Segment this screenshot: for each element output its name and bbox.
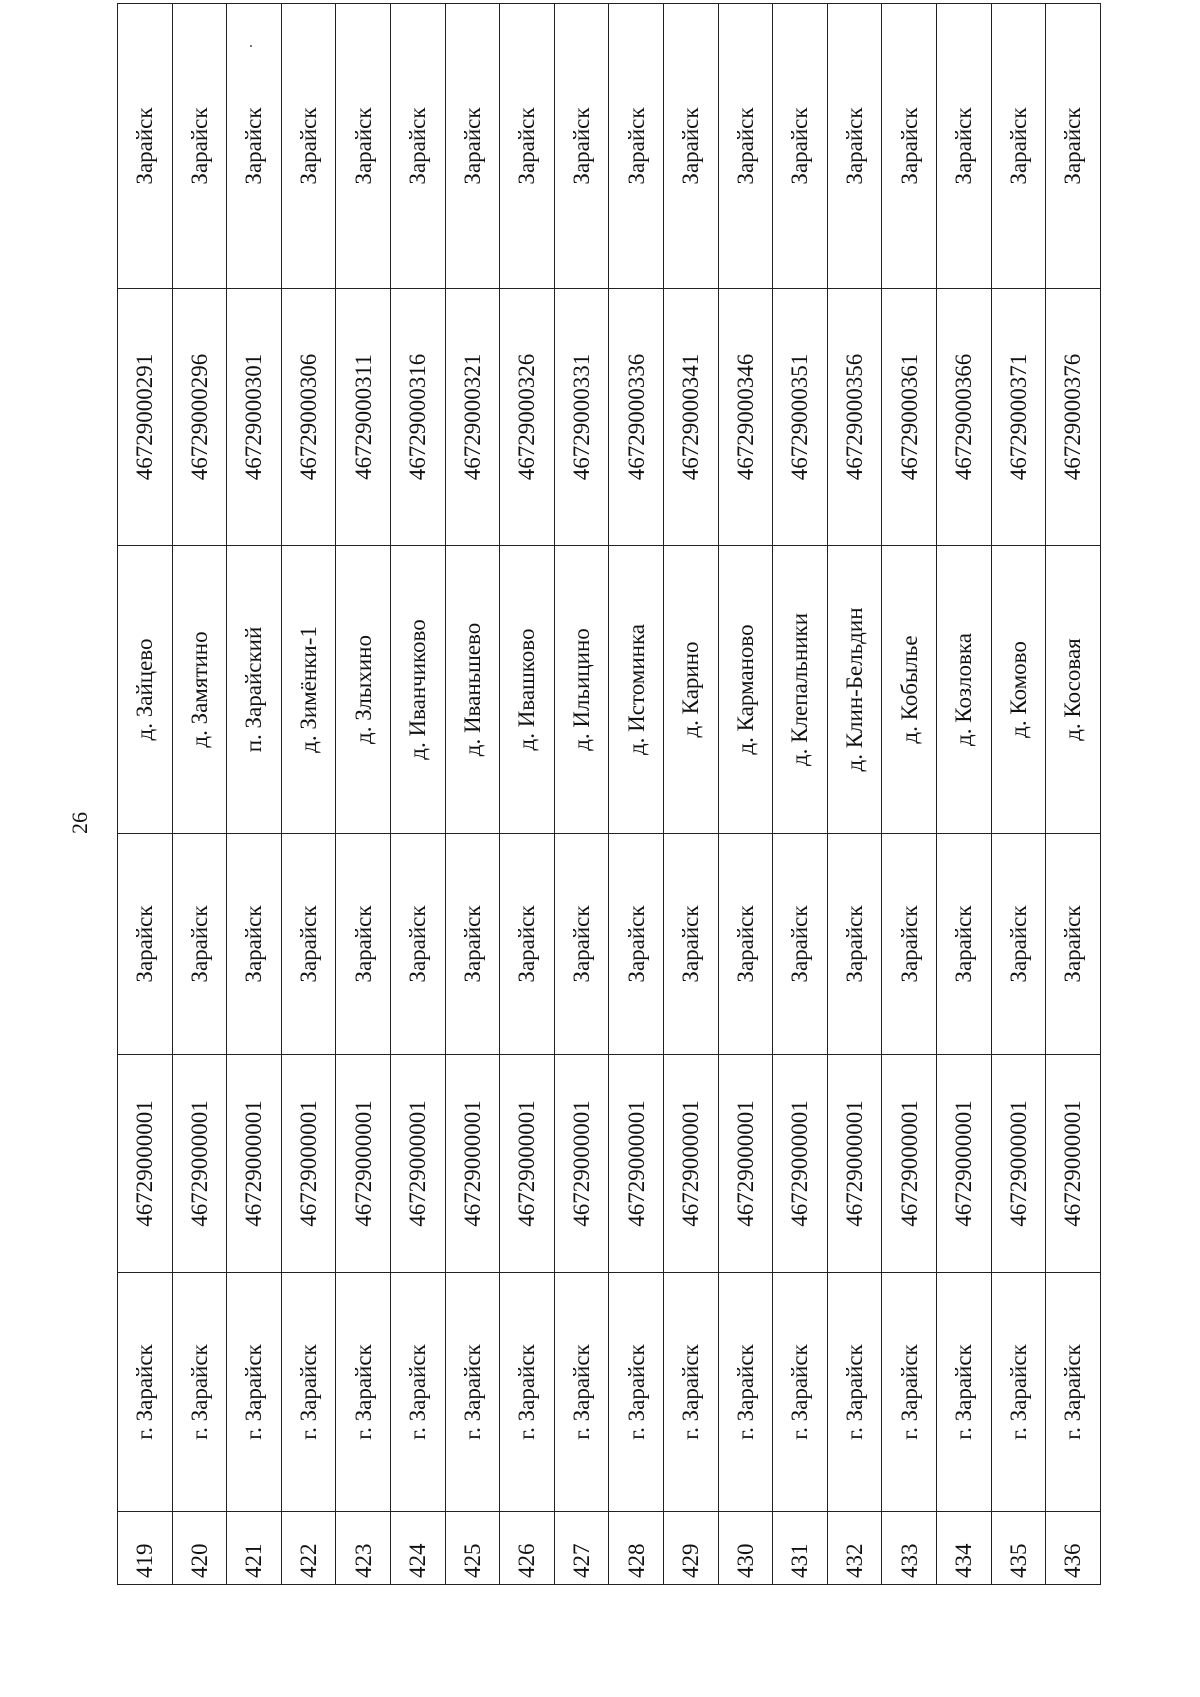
row-number-cell: 432 bbox=[827, 1512, 882, 1585]
settlement-municipality-cell: Зарайск bbox=[773, 4, 828, 289]
row-number-cell: 421 bbox=[227, 1512, 282, 1585]
table-row bbox=[390, 4, 445, 1585]
settlement-cell: д. Карино bbox=[663, 546, 718, 834]
city-cell: г. Зарайск bbox=[991, 1273, 1046, 1512]
table-row bbox=[882, 4, 937, 1585]
oktmo-cell: 46729000001 bbox=[554, 1055, 609, 1273]
oktmo-cell: 46729000001 bbox=[390, 1055, 445, 1273]
table-row bbox=[118, 4, 173, 1585]
oktmo-cell: 46729000001 bbox=[827, 1055, 882, 1273]
settlement-cell: д. Зимёнки-1 bbox=[281, 546, 336, 834]
row-number-cell: 430 bbox=[718, 1512, 773, 1585]
municipality-cell: Зарайск bbox=[390, 834, 445, 1055]
settlement-cell: д. Козловка bbox=[936, 546, 991, 834]
municipality-cell: Зарайск bbox=[118, 834, 173, 1055]
table-row bbox=[609, 4, 664, 1585]
row-number-cell: 428 bbox=[609, 1512, 664, 1585]
row-number-cell: 427 bbox=[554, 1512, 609, 1585]
municipality-cell: Зарайск bbox=[609, 834, 664, 1055]
settlement-oktmo-cell: 46729000326 bbox=[500, 289, 555, 546]
table-row bbox=[445, 4, 500, 1585]
settlement-municipality-cell: Зарайск bbox=[227, 4, 282, 289]
oktmo-cell: 46729000001 bbox=[991, 1055, 1046, 1273]
settlement-municipality-cell: Зарайск bbox=[390, 4, 445, 289]
municipality-cell: Зарайск bbox=[882, 834, 937, 1055]
oktmo-cell: 46729000001 bbox=[445, 1055, 500, 1273]
settlement-oktmo-cell: 46729000356 bbox=[827, 289, 882, 546]
row-number-cell: 436 bbox=[1046, 1512, 1101, 1585]
table-row bbox=[554, 4, 609, 1585]
city-cell: г. Зарайск bbox=[827, 1273, 882, 1512]
oktmo-cell: 46729000001 bbox=[1046, 1055, 1101, 1273]
settlement-cell: д. Ильицино bbox=[554, 546, 609, 834]
settlement-cell: д. Иваньшево bbox=[445, 546, 500, 834]
settlement-municipality-cell: Зарайск bbox=[445, 4, 500, 289]
settlement-cell: д. Иванчиково bbox=[390, 546, 445, 834]
settlement-municipality-cell: Зарайск bbox=[500, 4, 555, 289]
city-cell: г. Зарайск bbox=[172, 1273, 227, 1512]
settlement-cell: д. Клепальники bbox=[773, 546, 828, 834]
row-number-cell: 423 bbox=[336, 1512, 391, 1585]
row-number-cell: 419 bbox=[118, 1512, 173, 1585]
row-number-cell: 426 bbox=[500, 1512, 555, 1585]
municipality-cell: Зарайск bbox=[718, 834, 773, 1055]
municipality-cell: Зарайск bbox=[281, 834, 336, 1055]
settlement-municipality-cell: Зарайск bbox=[172, 4, 227, 289]
municipality-cell: Зарайск bbox=[827, 834, 882, 1055]
settlement-oktmo-cell: 46729000346 bbox=[718, 289, 773, 546]
settlement-oktmo-cell: 46729000306 bbox=[281, 289, 336, 546]
settlement-municipality-cell: Зарайск bbox=[1046, 4, 1101, 289]
settlement-cell: д. Комово bbox=[991, 546, 1046, 834]
oktmo-cell: 46729000001 bbox=[609, 1055, 664, 1273]
settlement-municipality-cell: Зарайск bbox=[118, 4, 173, 289]
settlement-cell: д. Ивашково bbox=[500, 546, 555, 834]
city-cell: г. Зарайск bbox=[882, 1273, 937, 1512]
table-row bbox=[773, 4, 828, 1585]
municipality-cell: Зарайск bbox=[445, 834, 500, 1055]
row-number-cell: 425 bbox=[445, 1512, 500, 1585]
settlement-oktmo-cell: 46729000376 bbox=[1046, 289, 1101, 546]
settlement-oktmo-cell: 46729000291 bbox=[118, 289, 173, 546]
oktmo-cell: 46729000001 bbox=[718, 1055, 773, 1273]
city-cell: г. Зарайск bbox=[390, 1273, 445, 1512]
settlement-cell: д. Клин-Бельдин bbox=[827, 546, 882, 834]
table-row bbox=[663, 4, 718, 1585]
municipality-cell: Зарайск bbox=[1046, 834, 1101, 1055]
oktmo-cell: 46729000001 bbox=[773, 1055, 828, 1273]
table-row bbox=[936, 4, 991, 1585]
settlement-cell: д. Кобылье bbox=[882, 546, 937, 834]
settlement-oktmo-cell: 46729000361 bbox=[882, 289, 937, 546]
settlement-cell: д. Карманово bbox=[718, 546, 773, 834]
settlement-oktmo-cell: 46729000311 bbox=[336, 289, 391, 546]
city-cell: г. Зарайск bbox=[718, 1273, 773, 1512]
table-row bbox=[172, 4, 227, 1585]
table-row bbox=[991, 4, 1046, 1585]
page-number: 26 bbox=[67, 812, 92, 834]
settlement-oktmo-cell: 46729000301 bbox=[227, 289, 282, 546]
table-row bbox=[827, 4, 882, 1585]
city-cell: г. Зарайск bbox=[554, 1273, 609, 1512]
table-row bbox=[1046, 4, 1101, 1585]
municipality-cell: Зарайск bbox=[554, 834, 609, 1055]
settlement-oktmo-cell: 46729000321 bbox=[445, 289, 500, 546]
table-row bbox=[281, 4, 336, 1585]
settlement-municipality-cell: Зарайск bbox=[336, 4, 391, 289]
settlement-oktmo-cell: 46729000366 bbox=[936, 289, 991, 546]
settlement-municipality-cell: Зарайск bbox=[936, 4, 991, 289]
oktmo-cell: 46729000001 bbox=[227, 1055, 282, 1273]
settlement-municipality-cell: Зарайск bbox=[281, 4, 336, 289]
oktmo-cell: 46729000001 bbox=[936, 1055, 991, 1273]
settlement-oktmo-cell: 46729000351 bbox=[773, 289, 828, 546]
settlement-cell: п. Зарайский bbox=[227, 546, 282, 834]
city-cell: г. Зарайск bbox=[609, 1273, 664, 1512]
oktmo-cell: 46729000001 bbox=[118, 1055, 173, 1273]
settlement-cell: д. Косовая bbox=[1046, 546, 1101, 834]
row-number-cell: 420 bbox=[172, 1512, 227, 1585]
city-cell: г. Зарайск bbox=[227, 1273, 282, 1512]
row-number-cell: 435 bbox=[991, 1512, 1046, 1585]
oktmo-cell: 46729000001 bbox=[500, 1055, 555, 1273]
settlement-oktmo-cell: 46729000316 bbox=[390, 289, 445, 546]
municipality-cell: Зарайск bbox=[936, 834, 991, 1055]
municipality-cell: Зарайск bbox=[773, 834, 828, 1055]
city-cell: г. Зарайск bbox=[281, 1273, 336, 1512]
settlement-oktmo-cell: 46729000336 bbox=[609, 289, 664, 546]
settlement-oktmo-cell: 46729000371 bbox=[991, 289, 1046, 546]
municipality-cell: Зарайск bbox=[500, 834, 555, 1055]
municipality-cell: Зарайск bbox=[336, 834, 391, 1055]
row-number-cell: 422 bbox=[281, 1512, 336, 1585]
settlement-cell: д. Замятино bbox=[172, 546, 227, 834]
oktmo-cell: 46729000001 bbox=[336, 1055, 391, 1273]
table-body bbox=[118, 4, 1101, 1585]
municipality-cell: Зарайск bbox=[991, 834, 1046, 1055]
settlement-cell: д. Истоминка bbox=[609, 546, 664, 834]
table-container bbox=[117, 95, 1092, 1585]
settlement-municipality-cell: Зарайск bbox=[827, 4, 882, 289]
settlement-oktmo-cell: 46729000331 bbox=[554, 289, 609, 546]
city-cell: г. Зарайск bbox=[1046, 1273, 1101, 1512]
row-number-cell: 431 bbox=[773, 1512, 828, 1585]
oktmo-cell: 46729000001 bbox=[663, 1055, 718, 1273]
settlement-municipality-cell: Зарайск bbox=[991, 4, 1046, 289]
row-number-cell: 424 bbox=[390, 1512, 445, 1585]
city-cell: г. Зарайск bbox=[500, 1273, 555, 1512]
table-row bbox=[336, 4, 391, 1585]
row-number-cell: 433 bbox=[882, 1512, 937, 1585]
city-cell: г. Зарайск bbox=[936, 1273, 991, 1512]
city-cell: г. Зарайск bbox=[336, 1273, 391, 1512]
municipality-cell: Зарайск bbox=[663, 834, 718, 1055]
oktmo-cell: 46729000001 bbox=[172, 1055, 227, 1273]
settlement-oktmo-cell: 46729000296 bbox=[172, 289, 227, 546]
oktmo-cell: 46729000001 bbox=[281, 1055, 336, 1273]
municipality-cell: Зарайск bbox=[172, 834, 227, 1055]
settlement-oktmo-cell: 46729000341 bbox=[663, 289, 718, 546]
table-row bbox=[718, 4, 773, 1585]
settlement-municipality-cell: Зарайск bbox=[882, 4, 937, 289]
city-cell: г. Зарайск bbox=[118, 1273, 173, 1512]
row-number-cell: 434 bbox=[936, 1512, 991, 1585]
settlements-table bbox=[117, 3, 1101, 1585]
settlement-cell: д. Злыхино bbox=[336, 546, 391, 834]
municipality-cell: Зарайск bbox=[227, 834, 282, 1055]
settlement-municipality-cell: Зарайск bbox=[609, 4, 664, 289]
table-row bbox=[227, 4, 282, 1585]
city-cell: г. Зарайск bbox=[663, 1273, 718, 1512]
oktmo-cell: 46729000001 bbox=[882, 1055, 937, 1273]
settlement-cell: д. Зайцево bbox=[118, 546, 173, 834]
city-cell: г. Зарайск bbox=[445, 1273, 500, 1512]
table-row bbox=[500, 4, 555, 1585]
settlement-municipality-cell: Зарайск bbox=[663, 4, 718, 289]
settlement-municipality-cell: Зарайск bbox=[554, 4, 609, 289]
row-number-cell: 429 bbox=[663, 1512, 718, 1585]
city-cell: г. Зарайск bbox=[773, 1273, 828, 1512]
settlement-municipality-cell: Зарайск bbox=[718, 4, 773, 289]
